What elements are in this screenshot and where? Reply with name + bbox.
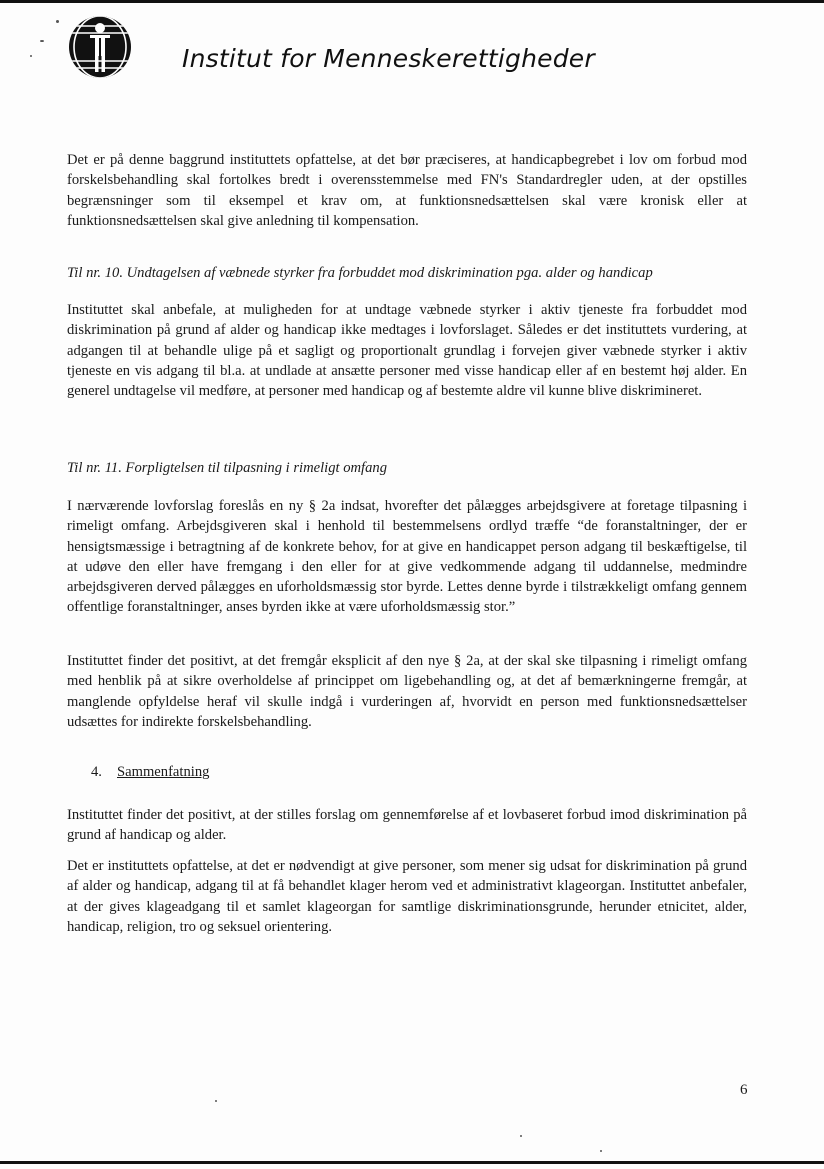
scan-speck — [215, 1100, 217, 1102]
paragraph-summary-1: Instituttet finder det positivt, at der stilles forslag om gennemførelse af et lovbaseret forbud imod diskrimination på grund af handicap og alder. — [67, 807, 747, 844]
paragraph-reasonable-accommodation: I nærværende lovforslag foreslås en ny § 2a indsat, hvorefter det pålægges arbejdsgivere at foretage tilpasning i rimeligt omfang. Arbejdsgiveren skal i henhold til bestemmelsens ordlyd træffe “de foranstaltninger, der er hensigtsmæssige i betragtning af de konkrete behov, for at give en handicappet person adgang til beskæftigelse, til at udøve den eller have fremgang i den eller for at give vedkommende adgang til uddannelse, medmindre arbejdsgiveren derved pålægges en uforholdsmæssig stor byrde. Lettes denne byrde i tilstrækkeligt omfang gennem offentlige foranstaltninger, anses byrden ikke at være uforholdsmæssig stor.” — [67, 498, 747, 616]
paragraph-summary-2: Det er instituttets opfattelse, at det er nødvendigt at give personer, som mener sig udsat for diskrimination på grund af alder og handicap, adgang til at få behandlet klager herom ved et administrativt klageorgan. Instituttet anbefaler, at der gives klageadgang til et samlet klageorgan for samtlige diskriminationsgrunde, herunder etnicitet, alder, handicap, religion, tro og seksuel orientering. — [67, 858, 747, 935]
scan-speck — [56, 20, 59, 23]
section-number: 4. — [91, 764, 102, 780]
scan-speck — [520, 1135, 522, 1137]
section-heading-summary — [91, 764, 209, 781]
section-title: Sammenfatning — [117, 764, 210, 780]
paragraph-positive-finding: Instituttet finder det positivt, at det fremgår eksplicit af den nye § 2a, at der skal ske tilpasning i rimeligt omfang med henblik på at sikre overholdelse af princippet om ligebehandling og, at det af bemærkningerne fremgår, at manglende opfyldelse heraf vil skulle indgå i vurderingen af, hvorvidt en person med funktionsnedsættelser udsættes for indirekte forskelsbehandling. — [67, 653, 747, 730]
top-scan-edge — [0, 0, 824, 3]
page-number: 6 — [740, 1082, 748, 1098]
scan-speck — [600, 1150, 602, 1152]
institute-logo-icon — [64, 12, 136, 82]
bottom-scan-edge — [0, 1161, 824, 1164]
institution-name: Institut for Menneskerettigheder — [182, 44, 595, 73]
scan-speck — [30, 55, 32, 57]
paragraph-handicap-definition: Det er på denne baggrund instituttets opfattelse, at det bør præciseres, at handicapbegrebet i lov om forbud mod forskelsbehandling skal fortolkes bredt i overensstemmelse med FN's Standardregler uden, at der opstilles begrænsninger som til eksempel et krav om, at funktionsnedsættelsen skal være kronisk eller at funktionsnedsættelsen skal give anledning til kompensation. — [67, 152, 747, 229]
heading-item-10: Til nr. 10. Undtagelsen af væbnede styrker fra forbuddet mod diskrimination pga. alder og handicap — [67, 265, 653, 281]
paragraph-armed-forces: Instituttet skal anbefale, at muligheden for at undtage væbnede styrker i aktiv tjeneste fra forbuddet mod diskrimination på grund af alder og handicap ikke medtages i lovforslaget. Således er det instituttets vurdering, at adgangen til at behandle ulige på et sagligt og proportionalt grundlag i forvejen giver væbnede styrker i aktiv tjeneste en vis adgang til bl.a. at undlade at ansætte personer med visse handicap eller af en bestemt høj alder. En generel undtagelse vil medføre, at personer med handicap og af bestemte aldre vil kunne blive diskrimineret. — [67, 302, 747, 400]
heading-item-11: Til nr. 11. Forpligtelsen til tilpasning i rimeligt omfang — [67, 460, 387, 476]
scan-speck — [40, 40, 44, 42]
